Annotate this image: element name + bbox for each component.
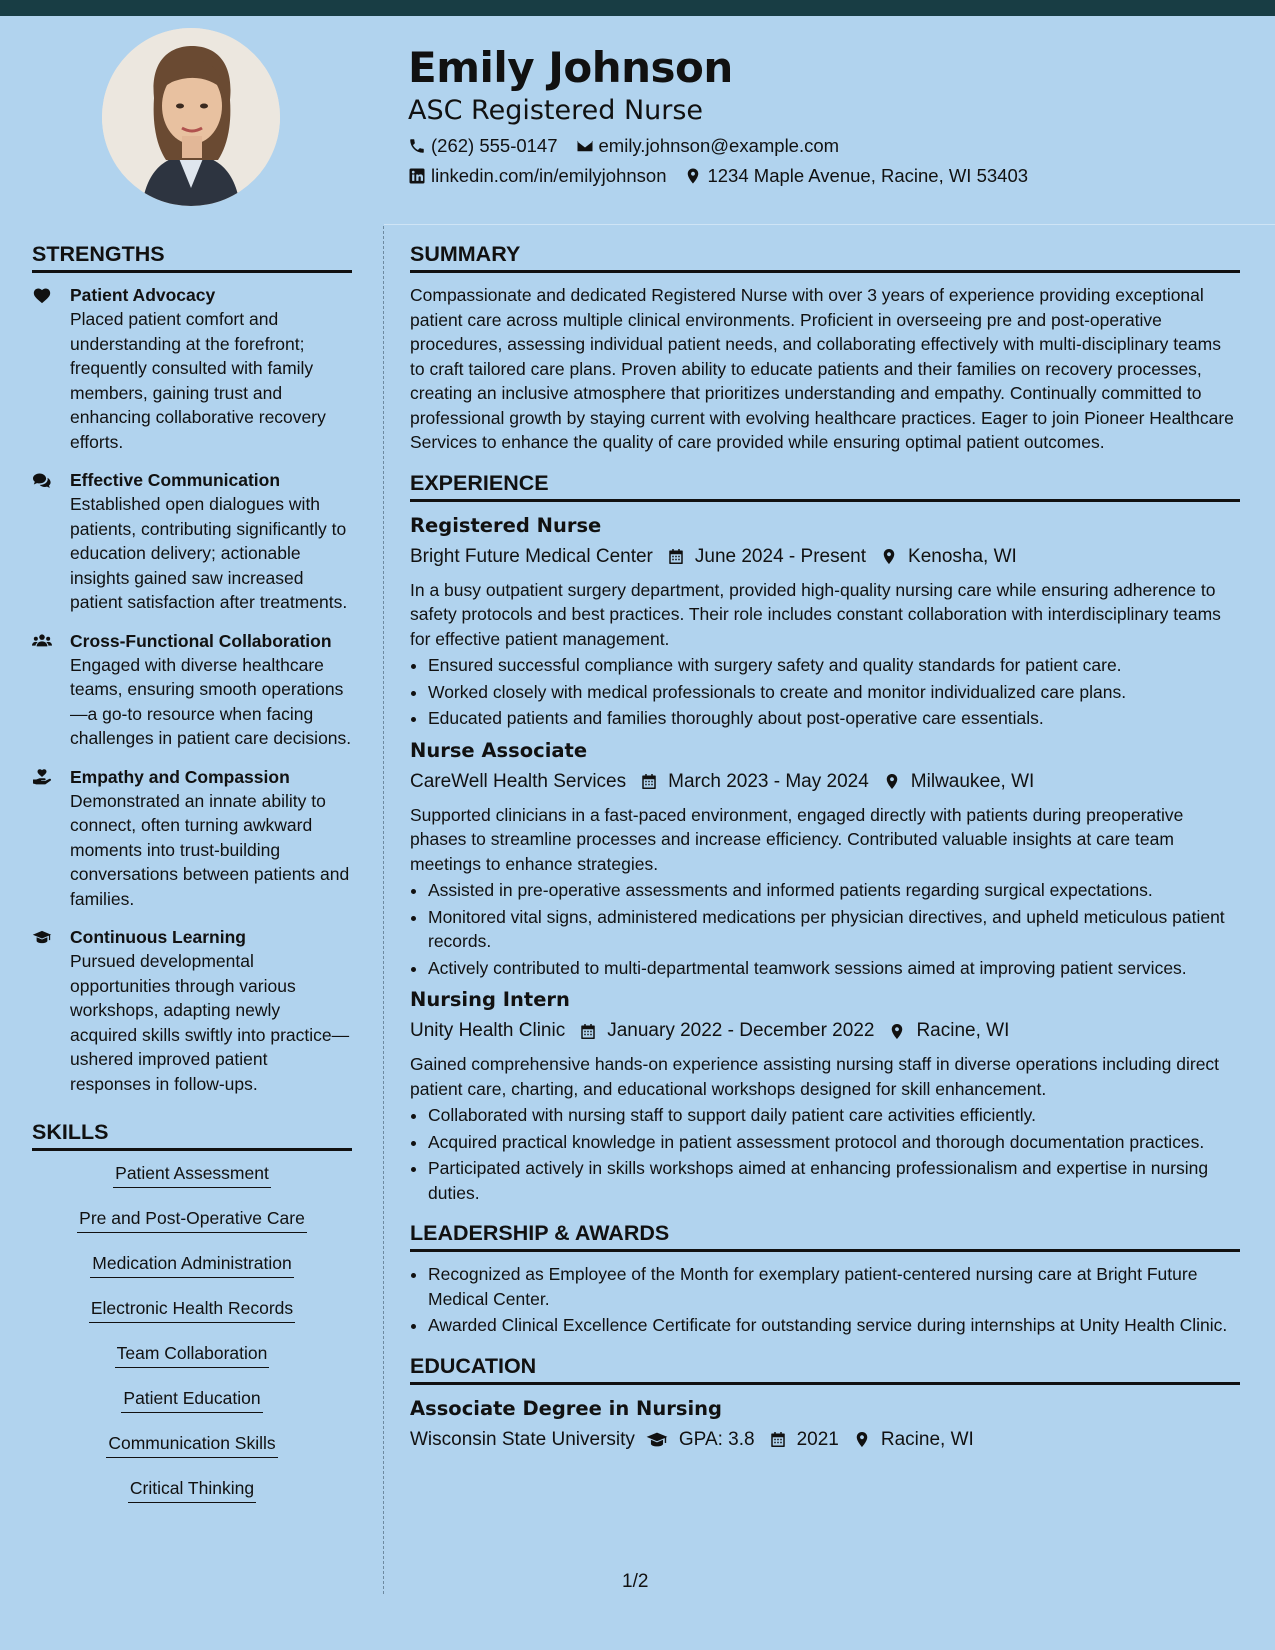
top-bar xyxy=(0,0,1275,16)
job-description: Supported clinicians in a fast-paced environment, engaged directly with patients during preoperative phases to streamline processes and increase efficiency. Contributed valuable insights at care team meetings to enhance strategies. xyxy=(410,804,1184,874)
email-contact[interactable] xyxy=(576,134,840,158)
linkedin-text: linkedin.com/in/emilyjohnson xyxy=(431,165,667,186)
job-description: In a busy outpatient surgery department, provided high-quality nursing care while ensuring adherence to safety protocols and best practices. Their role includes constant collaboration with interdisciplinary teams for effective patient management. xyxy=(410,579,1221,649)
job-entry xyxy=(410,512,1240,731)
address-contact xyxy=(684,164,1028,188)
candidate-name: Emily Johnson xyxy=(408,43,733,92)
job-company: Unity Health Clinic xyxy=(410,1020,566,1041)
education-meta xyxy=(410,1425,1240,1455)
awards-list xyxy=(410,1262,1240,1338)
job-bullet: • Acquired practical knowledge in patient assessment protocol and thorough documentation practices. xyxy=(428,1130,1240,1155)
education-year: 2021 xyxy=(796,1428,839,1450)
calendar-icon xyxy=(667,547,685,566)
phone-icon xyxy=(408,137,426,155)
job-company: CareWell Health Services xyxy=(410,770,627,792)
job-meta xyxy=(410,767,1240,797)
job-location: Racine, WI xyxy=(916,1020,1010,1041)
job-title: Nurse Associate xyxy=(410,738,588,762)
job-company: Bright Future Medical Center xyxy=(410,545,653,567)
job-location: Kenosha, WI xyxy=(908,545,1017,567)
strength-title: Patient Advocacy xyxy=(70,285,216,305)
awards-section xyxy=(410,1219,1240,1338)
strength-item xyxy=(32,925,352,1096)
strength-title: Cross-Functional Collaboration xyxy=(70,630,332,651)
strength-desc: Established open dialogues with patients, contributing significantly to education delivery; actionable insights gained saw increased patient satisfaction after treatments. xyxy=(70,494,348,612)
skills-heading: SKILLS xyxy=(32,1118,352,1151)
job-description: Gained comprehensive hands-on experience assisting nursing staff in diverse operations including direct patient care, charting, and educational workshops designed for skill enhancement. xyxy=(410,1054,1220,1099)
strength-title: Continuous Learning xyxy=(70,927,246,947)
job-bullet: • Actively contributed to multi-departmental teamwork sessions aimed at improving patient services. xyxy=(428,956,1240,981)
skill-tag: Team Collaboration xyxy=(115,1341,270,1368)
skill-tag: Electronic Health Records xyxy=(89,1296,295,1323)
phone-contact xyxy=(408,134,558,158)
candidate-title: ASC Registered Nurse xyxy=(408,95,704,126)
strength-desc: Engaged with diverse healthcare teams, ensuring smooth operations—a go-to resource when facing challenges in patient care decisions. xyxy=(70,654,352,748)
calendar-icon xyxy=(769,1430,787,1449)
column-divider xyxy=(383,226,384,1594)
job-title: Registered Nurse xyxy=(410,513,602,537)
hand-holding-heart-icon xyxy=(32,768,52,786)
header-separator xyxy=(384,224,1275,225)
job-bullet: • Monitored vital signs, administered medications per physician directives, and upheld meticulous patient records. xyxy=(428,905,1240,954)
job-bullet: • Assisted in pre-operative assessments and informed patients regarding surgical expectations. xyxy=(428,878,1240,903)
skill-tag: Communication Skills xyxy=(106,1431,277,1458)
job-bullet: • Participated actively in skills workshops aimed at enhancing professionalism and expertise in nursing duties. xyxy=(428,1156,1240,1205)
profile-portrait-image xyxy=(102,28,280,206)
heart-icon xyxy=(32,286,52,304)
education-location: Racine, WI xyxy=(880,1428,974,1450)
map-marker-icon xyxy=(853,1430,871,1449)
skill-tag: Critical Thinking xyxy=(128,1476,256,1503)
strength-title: Empathy and Compassion xyxy=(70,766,290,787)
strength-title: Effective Communication xyxy=(70,470,281,490)
map-marker-icon xyxy=(888,1022,906,1041)
award-item: • Awarded Clinical Excellence Certificate for outstanding service during internships at Unity Health Clinic. xyxy=(428,1313,1240,1338)
job-bullet: • Worked closely with medical professionals to create and monitor individualized care plans. xyxy=(428,680,1240,705)
resume-header xyxy=(408,40,1248,188)
job-entry xyxy=(410,737,1240,981)
comments-icon xyxy=(32,471,52,489)
job-title: Nursing Intern xyxy=(410,988,570,1011)
strength-item xyxy=(32,629,352,751)
degree-title: Associate Degree in Nursing xyxy=(410,1396,722,1420)
contact-row-1 xyxy=(408,134,1248,158)
calendar-icon xyxy=(579,1022,597,1041)
job-entry xyxy=(410,986,1240,1205)
users-icon xyxy=(32,632,52,650)
skill-tag: Patient Assessment xyxy=(113,1161,271,1188)
phone-text: (262) 555-0147 xyxy=(431,135,558,156)
education-gpa: GPA: 3.8 xyxy=(678,1428,755,1450)
contact-row-2 xyxy=(408,164,1248,188)
school-name: Wisconsin State University xyxy=(410,1428,635,1450)
job-dates: June 2024 - Present xyxy=(694,545,867,567)
strength-item xyxy=(32,468,352,615)
left-column xyxy=(32,240,352,1521)
email-text: emily.johnson@example.com xyxy=(598,135,840,156)
education-heading: EDUCATION xyxy=(410,1352,1240,1385)
map-marker-icon xyxy=(684,167,702,185)
job-bullet: • Educated patients and families thoroughly about post-operative care essentials. xyxy=(428,706,1240,731)
job-bullet: • Ensured successful compliance with surgery safety and quality standards for patient care. xyxy=(428,653,1240,678)
job-bullets xyxy=(410,878,1240,980)
job-bullet: • Collaborated with nursing staff to support daily patient care activities efficiently. xyxy=(428,1103,1240,1128)
right-column xyxy=(410,240,1240,1461)
job-bullets xyxy=(410,653,1240,731)
skills-list xyxy=(32,1161,352,1521)
page-number: 1/2 xyxy=(622,1571,649,1592)
linkedin-icon xyxy=(408,167,426,185)
strength-item xyxy=(32,283,352,454)
summary-text: Compassionate and dedicated Registered Nurse with over 3 years of experience providing exceptional patient care across multiple clinical environments. Proficient in overseeing pre and post-operative procedures, assessing individual patient needs, and collaborating effectively with multi-disciplinary teams to craft tailored care plans. Proven ability to educate patients and their families on recovery processes, creating an inclusive atmosphere that prioritizes understanding and empathy. Continually committed to professional growth by staying current with evolving healthcare practices. Eager to join Pioneer Healthcare Services to enhance the quality of care provided while ensuring optimal patient outcomes. xyxy=(410,285,1234,452)
graduation-cap-icon xyxy=(645,1430,669,1449)
job-location: Milwaukee, WI xyxy=(910,770,1035,792)
skill-tag: Patient Education xyxy=(121,1386,262,1413)
job-meta xyxy=(410,542,1240,572)
address-text: 1234 Maple Avenue, Racine, WI 53403 xyxy=(707,165,1029,186)
job-meta xyxy=(410,1016,1240,1046)
calendar-icon xyxy=(640,772,658,791)
job-dates: January 2022 - December 2022 xyxy=(607,1020,875,1041)
graduation-cap-icon xyxy=(32,928,52,946)
job-bullets xyxy=(410,1103,1240,1205)
summary-heading: SUMMARY xyxy=(410,240,1240,273)
map-marker-icon xyxy=(880,547,898,566)
awards-heading: LEADERSHIP & AWARDS xyxy=(410,1219,1240,1252)
linkedin-contact[interactable] xyxy=(408,164,666,188)
experience-section xyxy=(410,469,1240,1206)
envelope-icon xyxy=(576,137,594,155)
skill-tag: Pre and Post-Operative Care xyxy=(77,1206,307,1233)
strength-desc: Placed patient comfort and understanding at the forefront; frequently consulted with family members, gaining trust and enhancing collaborative recovery efforts. xyxy=(70,309,326,452)
strengths-heading: STRENGTHS xyxy=(32,240,352,273)
skill-tag: Medication Administration xyxy=(90,1251,293,1278)
job-dates: March 2023 - May 2024 xyxy=(668,770,869,792)
experience-heading: EXPERIENCE xyxy=(410,469,1240,502)
strength-item xyxy=(32,765,352,912)
strength-desc: Demonstrated an innate ability to connect, often turning awkward moments into trust-building conversations between patients and families. xyxy=(70,790,350,909)
map-marker-icon xyxy=(883,772,901,791)
award-item: • Recognized as Employee of the Month for exemplary patient-centered nursing care at Bright Future Medical Center. xyxy=(428,1262,1240,1311)
strength-desc: Pursued developmental opportunities through various workshops, adapting newly acquired skills swiftly into practice—ushered improved patient responses in follow-ups. xyxy=(70,951,350,1094)
profile-photo xyxy=(102,28,280,206)
education-section xyxy=(410,1352,1240,1455)
